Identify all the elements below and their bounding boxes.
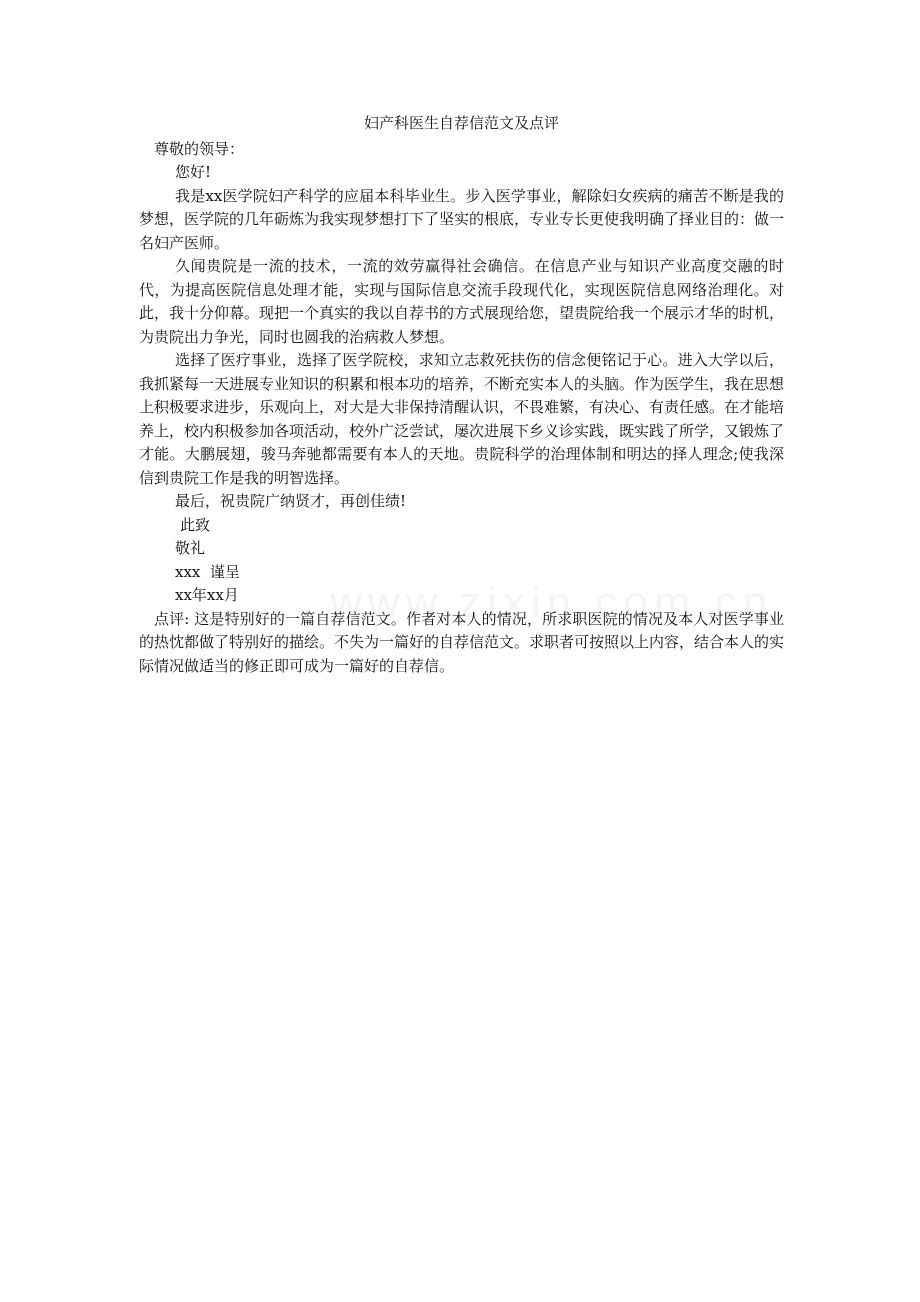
body-paragraph-4: 最后，祝贵院广纳贤才，再创佳绩! xyxy=(175,492,407,510)
signature: xxx 谨呈 xyxy=(175,562,240,581)
closing-ci-zhi: 此致 xyxy=(180,515,211,534)
document-page xyxy=(139,112,784,678)
body-paragraph-1: 我是xx医学院妇产科学的应届本科毕业生。步入医学事业，解除妇女疾病的痛苦不断是我的梦想，医学院的几年砺炼为我实现梦想打下了坚实的根底，专业专长更使我明确了择业目的：做一名妇产医师。 xyxy=(139,186,785,252)
review-comment: 点评: 这是特别好的一篇自荐信范文。作者对本人的情况，所求职医院的情况及本人对医学事业的热忱都做了特别好的描绘。不失为一篇好的自荐信范文。求职者可按照以上内容，结合本人的实际情况做适当的修正即可成为一篇好的自荐信。 xyxy=(139,609,785,675)
date: xx年xx月 xyxy=(175,586,239,604)
body-paragraph-2: 久闻贵院是一流的技术，一流的效劳赢得社会确信。在信息产业与知识产业高度交融的时代，为提高医院信息处理才能，实现与国际信息交流手段现代化，实现医院信息网络治理化。对此，我十分仰幕。现把一个真实的我以自荐书的方式展现给您，望贵院给我一个展示才华的时机，为贵院出力争光，同时也圆我的治病救人梦想。 xyxy=(139,257,785,346)
body-paragraph-3: 选择了医疗事业，选择了医学院校，求知立志救死扶伤的信念便铭记于心。进入大学以后，我抓紧每一天进展专业知识的积累和根本功的培养，不断充实本人的头脑。作为医学生，我在思想上积极要求进步，乐观向上，对大是大非保持清醒认识，不畏难繁，有决心、有责任感。在才能培养上，校内积极参加各项活动，校外广泛尝试，屡次进展下乡义诊实践，既实践了所学，又锻炼了才能。大鹏展翅，骏马奔驰都需要有本人的天地。贵院科学的治理体制和明达的择人理念;使我深信到贵院工作是我的明智选择。 xyxy=(139,351,785,487)
document-title: 妇产科医生自荐信范文及点评 xyxy=(363,114,559,132)
salutation: 尊敬的领导： xyxy=(154,139,245,158)
closing-jing-li: 敬礼 xyxy=(175,539,206,557)
greeting: 您好! xyxy=(175,163,212,181)
